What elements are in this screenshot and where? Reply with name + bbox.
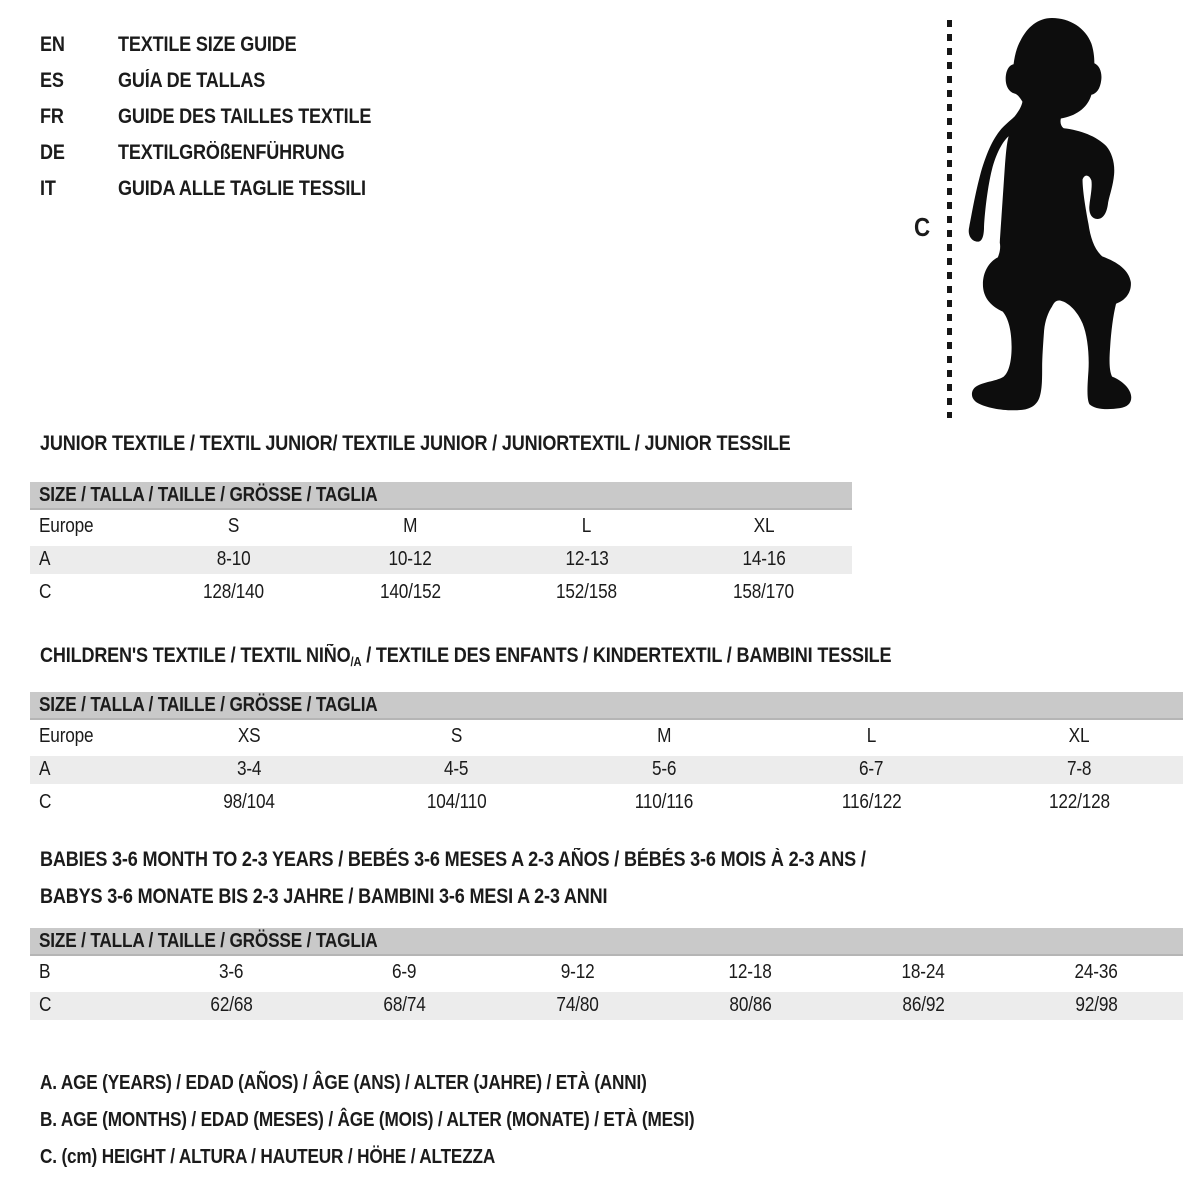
table-row-label: B [39, 961, 51, 983]
table-cell: 18-24 [901, 961, 946, 983]
table-row-age-months [30, 956, 1183, 989]
table-cell: 92/98 [1075, 994, 1118, 1016]
table-cell: 14-16 [742, 548, 786, 570]
table-cell: 5-6 [651, 758, 677, 780]
language-row-it [40, 171, 412, 207]
table-cell: 12-18 [728, 961, 773, 983]
language-code: ES [40, 69, 64, 92]
table-row-label: C [39, 581, 52, 603]
table-cell: 74/80 [556, 994, 599, 1016]
table-cell: 62/68 [210, 994, 253, 1016]
babies-section-title-line1: BABIES 3-6 MONTH TO 2-3 YEARS / BEBÉS 3-6 MESES A 2-3 AÑOS / BÉBÉS 3-6 MOIS À 2-3 ANS / [40, 848, 866, 871]
language-code: EN [40, 33, 65, 56]
table-row-europe [30, 720, 1183, 753]
table-cell: M [403, 515, 418, 537]
table-cell: 6-9 [392, 961, 417, 983]
guide-title-de: TEXTILGRÖßENFÜHRUNG [118, 141, 345, 164]
table-cell: L [866, 725, 877, 747]
table-row-label: Europe [39, 515, 94, 537]
table-row-europe [30, 510, 852, 543]
table-cell: 24-36 [1074, 961, 1119, 983]
table-cell: 86/92 [902, 994, 945, 1016]
table-cell: 128/140 [202, 581, 264, 603]
children-section-title: CHILDREN'S TEXTILE / TEXTIL $NIÑO_{/A}$ / TEXTILE DES ENFANTS / KINDERTEXTIL / BAMBINI TESSILE [40, 644, 892, 669]
language-code: FR [40, 105, 64, 128]
table-cell: 3-6 [219, 961, 244, 983]
babies-section-title-line2: BABYS 3-6 MONATE BIS 2-3 JAHRE / BAMBINI 3-6 MESI A 2-3 ANNI [40, 885, 608, 908]
table-row-label: A [39, 758, 51, 780]
language-title-list [40, 27, 412, 207]
legend-height-cm: C. (cm) HEIGHT / ALTURA / HAUTEUR / HÖHE / ALTEZZA [40, 1146, 496, 1168]
table-cell: 158/170 [733, 581, 795, 603]
babies-size-table [30, 928, 1183, 1022]
legend [40, 1065, 801, 1176]
junior-section-title: JUNIOR TEXTILE / TEXTIL JUNIOR/ TEXTILE JUNIOR / JUNIORTEXTIL / JUNIOR TESSILE [40, 432, 791, 455]
table-row-height [30, 786, 1183, 819]
guide-title-en: TEXTILE SIZE GUIDE [118, 33, 297, 56]
junior-size-table [30, 482, 852, 609]
table-cell: 4-5 [444, 758, 469, 780]
table-cell: L [582, 515, 592, 537]
table-row-label: C [39, 791, 52, 813]
table-cell: 6-7 [859, 758, 884, 780]
height-marker-label: C [914, 212, 930, 242]
table-cell: 116/122 [841, 791, 902, 813]
height-dashed-line [947, 20, 952, 418]
table-cell: S [450, 725, 463, 747]
table-cell: XL [1068, 725, 1090, 747]
size-table-header-label: SIZE / TALLA / TAILLE / GRÖSSE / TAGLIA [39, 929, 378, 952]
table-row-age-years [30, 753, 1183, 786]
children-size-table [30, 692, 1183, 819]
table-cell: 98/104 [222, 791, 275, 813]
size-table-header-label: SIZE / TALLA / TAILLE / GRÖSSE / TAGLIA [39, 483, 378, 506]
table-cell: 3-4 [236, 758, 261, 780]
size-table-header-label: SIZE / TALLA / TAILLE / GRÖSSE / TAGLIA [39, 693, 378, 716]
language-row-de [40, 135, 412, 171]
toddler-silhouette-icon [963, 15, 1141, 417]
legend-age-years: A. AGE (YEARS) / EDAD (AÑOS) / ÂGE (ANS) / ALTER (JAHRE) / ETÀ (ANNI) [40, 1072, 647, 1094]
language-row-fr [40, 99, 412, 135]
table-cell: 110/116 [634, 791, 694, 813]
language-code: DE [40, 141, 65, 164]
size-table-header-bar [30, 928, 1183, 956]
guide-title-fr: GUIDE DES TAILLES TEXTILE [118, 105, 372, 128]
table-cell: 104/110 [426, 791, 487, 813]
table-row-label: A [39, 548, 51, 570]
guide-title-es: GUÍA DE TALLAS [118, 69, 266, 92]
table-cell: 12-13 [565, 548, 609, 570]
table-cell: XS [237, 725, 261, 747]
table-cell: XL [753, 515, 774, 537]
table-cell: S [227, 515, 240, 537]
table-cell: 140/152 [379, 581, 441, 603]
table-cell: 68/74 [383, 994, 426, 1016]
guide-title-it: GUIDA ALLE TAGLIE TESSILI [118, 177, 366, 200]
table-cell: 80/86 [729, 994, 772, 1016]
table-cell: M [656, 725, 672, 747]
table-cell: 8-10 [216, 548, 251, 570]
table-cell: 9-12 [560, 961, 595, 983]
size-table-header-bar [30, 692, 1183, 720]
language-code: IT [40, 177, 56, 200]
legend-age-months: B. AGE (MONTHS) / EDAD (MESES) / ÂGE (MOIS) / ALTER (MONATE) / ETÀ (MESI) [40, 1109, 695, 1131]
table-cell: 152/158 [556, 581, 618, 603]
table-cell: 7-8 [1066, 758, 1092, 780]
table-row-label: Europe [39, 725, 94, 747]
table-row-height [30, 576, 852, 609]
language-row-en [40, 27, 412, 63]
language-row-es [40, 63, 412, 99]
table-cell: 122/128 [1048, 791, 1110, 813]
table-row-label: C [39, 994, 52, 1016]
table-cell: 10-12 [388, 548, 432, 570]
nino-a-subscript: /A [350, 654, 362, 669]
size-table-header-bar [30, 482, 852, 510]
table-row-height [30, 989, 1183, 1022]
table-row-age-years [30, 543, 852, 576]
